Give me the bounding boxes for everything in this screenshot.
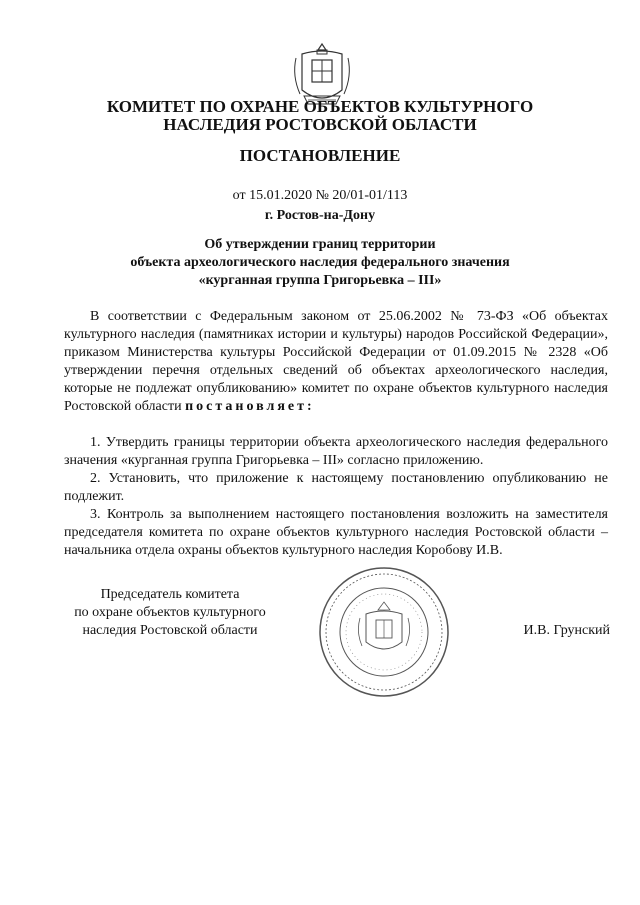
organization-name: [0, 98, 640, 134]
subject-line-3: «курганная группа Григорьевка – III»: [198, 273, 442, 288]
signatory-name: И.В. Грунский: [523, 623, 610, 638]
organization-line-2: НАСЛЕДИЯ РОСТОВСКОЙ ОБЛАСТИ: [163, 115, 477, 134]
signatory-title-line-1: Председатель комитета: [100, 587, 240, 602]
item-2: 2. Установить, что приложение к настоящему постановлению опубликованию не подлежит.: [64, 471, 608, 504]
document-meta: [0, 186, 640, 226]
official-seal-icon: [316, 564, 452, 700]
date-number: от 15.01.2020 № 20/01-01/113: [232, 188, 408, 203]
signatory-title: [52, 586, 288, 640]
preamble-text: В соответствии с Федеральным законом от 25.06.2002 № 73-ФЗ «Об объектах культурного наследия (памятниках истории и культуры) народов Российской Федерации», приказом Министерства культуры Российской Федерации от 01.09.2015 № 2328 «Об утверждении перечня отдельных сведений об объектах археологического наследия, которые не подлежат опубликованию» комитет по охране объектов культурного наследия Ростовской области: [64, 309, 608, 414]
item-3: 3. Контроль за выполнением настоящего постановления возложить на заместителя председателя комитета по охране объектов культурного наследия Ростовской области – начальника отдела охраны объектов культурного наследия Коробову И.В.: [64, 507, 608, 558]
organization-line-1: КОМИТЕТ ПО ОХРАНЕ ОБЪЕКТОВ КУЛЬТУРНОГО: [106, 97, 534, 116]
subject-line-1: Об утверждении границ территории: [204, 237, 436, 252]
document-body: [64, 308, 608, 560]
document-subject: [0, 236, 640, 290]
resolves-word: постановляет:: [185, 399, 315, 414]
document-type: ПОСТАНОВЛЕНИЕ: [239, 146, 401, 165]
signatory-title-line-3: наследия Ростовской области: [82, 623, 258, 638]
subject-line-2: объекта археологического наследия федерального значения: [130, 255, 510, 270]
preamble-paragraph: [64, 308, 608, 416]
city: г. Ростов-на-Дону: [264, 208, 376, 223]
signatory-title-line-2: по охране объектов культурного: [74, 605, 266, 620]
item-1: 1. Утвердить границы территории объекта археологического наследия федерального значения «курганная группа Григорьевка – III» согласно приложению.: [64, 435, 608, 468]
